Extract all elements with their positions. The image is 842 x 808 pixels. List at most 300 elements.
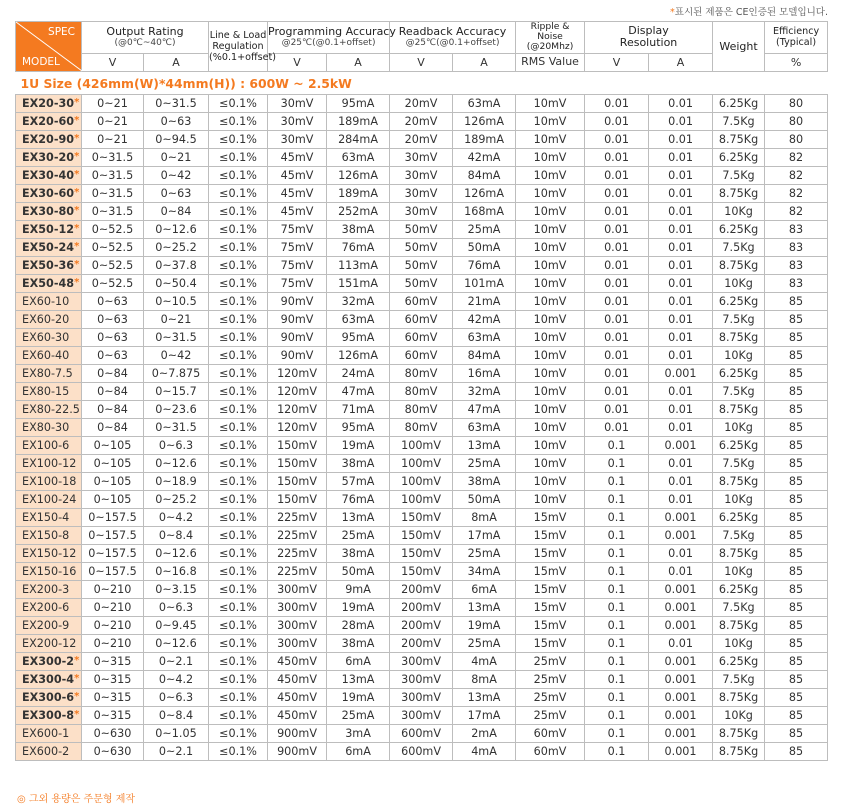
table-row: [16, 347, 828, 365]
prog-acc-current-cell: 57mA: [327, 473, 390, 491]
readback-voltage-cell: 300mV: [390, 707, 453, 725]
display-res-voltage-cell: 0.1: [585, 581, 649, 599]
display-res-voltage-cell: 0.01: [585, 275, 649, 293]
readback-current-cell: 47mA: [453, 401, 516, 419]
model-cell: [16, 113, 82, 131]
display-res-current-cell: 0.001: [649, 599, 713, 617]
weight-cell: 6.25Kg: [713, 509, 765, 527]
regulation-cell: ≤0.1%: [209, 653, 268, 671]
readback-voltage-cell: 600mV: [390, 743, 453, 761]
efficiency-cell: 85: [765, 671, 828, 689]
model-cell: [16, 383, 82, 401]
readback-voltage-cell: 50mV: [390, 239, 453, 257]
table-row: [16, 95, 828, 113]
output-voltage-cell: 0~84: [82, 401, 144, 419]
readback-current-cell: 34mA: [453, 563, 516, 581]
prog-acc-current-cell: 38mA: [327, 455, 390, 473]
display-res-current-cell: 0.01: [649, 95, 713, 113]
prog-acc-voltage-cell: 90mV: [268, 293, 327, 311]
prog-acc-voltage-cell: 120mV: [268, 419, 327, 437]
output-voltage-cell: 0~52.5: [82, 221, 144, 239]
efficiency-cell: 85: [765, 653, 828, 671]
output-voltage-cell: 0~52.5: [82, 239, 144, 257]
weight-cell: 10Kg: [713, 419, 765, 437]
table-row: [16, 563, 828, 581]
table-row: [16, 401, 828, 419]
prog-acc-voltage-cell: 300mV: [268, 617, 327, 635]
model-name: EX150-12: [22, 547, 77, 560]
display-res-voltage-cell: 0.01: [585, 365, 649, 383]
regulation-cell: ≤0.1%: [209, 293, 268, 311]
prog-acc-voltage-cell: 75mV: [268, 257, 327, 275]
ce-star: *: [74, 187, 80, 198]
custom-order-note: ◎ 그외 용량은 주문형 제작: [17, 794, 136, 805]
output-voltage-cell: 0~63: [82, 311, 144, 329]
readback-current-cell: 25mA: [453, 221, 516, 239]
prog-acc-current-cell: 113mA: [327, 257, 390, 275]
output-voltage-cell: 0~210: [82, 635, 144, 653]
display-res-current-cell: 0.01: [649, 167, 713, 185]
output-voltage-cell: 0~157.5: [82, 563, 144, 581]
output-voltage-cell: 0~315: [82, 653, 144, 671]
prog-acc-voltage-cell: 75mV: [268, 221, 327, 239]
prog-acc-voltage-cell: 300mV: [268, 635, 327, 653]
efficiency-cell: 85: [765, 545, 828, 563]
weight-cell: 8.75Kg: [713, 725, 765, 743]
weight-cell: 8.75Kg: [713, 617, 765, 635]
prog-acc-voltage-cell: 450mV: [268, 707, 327, 725]
prog-acc-current-cell: 76mA: [327, 239, 390, 257]
prog-acc-current-cell: 25mA: [327, 707, 390, 725]
display-res-current-cell: 0.01: [649, 131, 713, 149]
output-current-cell: 0~8.4: [144, 527, 209, 545]
model-cell: [16, 617, 82, 635]
ripple-noise-cell: 60mV: [516, 743, 585, 761]
prog-acc-voltage-cell: 450mV: [268, 689, 327, 707]
efficiency-cell: 85: [765, 635, 828, 653]
table-row: [16, 185, 828, 203]
display-res-current-cell: 0.001: [649, 707, 713, 725]
prog-acc-current-cell: 76mA: [327, 491, 390, 509]
prog-acc-voltage-cell: 30mV: [268, 95, 327, 113]
model-cell: [16, 221, 82, 239]
prog-acc-current-cell: 19mA: [327, 689, 390, 707]
table-row: [16, 725, 828, 743]
prog-acc-current-cell: 95mA: [327, 419, 390, 437]
ripple-noise-cell: 10mV: [516, 419, 585, 437]
display-res-voltage-cell: 0.1: [585, 743, 649, 761]
output-current-cell: 0~15.7: [144, 383, 209, 401]
prog-acc-current-cell: 189mA: [327, 113, 390, 131]
display-res-voltage-cell: 0.01: [585, 113, 649, 131]
display-res-voltage-cell: 0.01: [585, 149, 649, 167]
table-row: [16, 167, 828, 185]
regulation-cell: ≤0.1%: [209, 275, 268, 293]
model-cell: [16, 239, 82, 257]
output-voltage-cell: 0~63: [82, 293, 144, 311]
table-row: [16, 275, 828, 293]
readback-voltage-cell: 50mV: [390, 275, 453, 293]
efficiency-cell: 85: [765, 527, 828, 545]
table-row: [16, 203, 828, 221]
display-res-voltage-cell: 0.1: [585, 725, 649, 743]
readback-current-cell: 32mA: [453, 383, 516, 401]
model-cell: [16, 257, 82, 275]
ripple-noise-cell: 10mV: [516, 239, 585, 257]
ce-star: *: [74, 259, 80, 270]
regulation-cell: ≤0.1%: [209, 185, 268, 203]
prog-acc-voltage-cell: 150mV: [268, 437, 327, 455]
table-row: [16, 113, 828, 131]
output-current-cell: 0~12.6: [144, 455, 209, 473]
weight-cell: 7.5Kg: [713, 311, 765, 329]
output-current-cell: 0~21: [144, 311, 209, 329]
weight-cell: 10Kg: [713, 203, 765, 221]
model-name: EX200-6: [22, 601, 70, 614]
readback-voltage-cell: 100mV: [390, 455, 453, 473]
output-current-cell: 0~9.45: [144, 617, 209, 635]
prog-acc-current-cell: 19mA: [327, 437, 390, 455]
unit-v: V: [268, 53, 327, 71]
output-voltage-cell: 0~630: [82, 743, 144, 761]
table-row: [16, 707, 828, 725]
display-res-current-cell: 0.001: [649, 617, 713, 635]
model-cell: [16, 437, 82, 455]
output-voltage-cell: 0~21: [82, 95, 144, 113]
regulation-cell: ≤0.1%: [209, 131, 268, 149]
regulation-cell: ≤0.1%: [209, 491, 268, 509]
output-current-cell: 0~31.5: [144, 419, 209, 437]
efficiency-cell: 85: [765, 707, 828, 725]
weight-cell: 7.5Kg: [713, 527, 765, 545]
readback-voltage-cell: 150mV: [390, 509, 453, 527]
output-current-cell: 0~6.3: [144, 599, 209, 617]
readback-current-cell: 16mA: [453, 365, 516, 383]
readback-current-cell: 8mA: [453, 671, 516, 689]
table-row: [16, 131, 828, 149]
output-current-cell: 0~2.1: [144, 743, 209, 761]
efficiency-cell: 82: [765, 185, 828, 203]
readback-current-cell: 13mA: [453, 599, 516, 617]
efficiency-cell: 85: [765, 329, 828, 347]
weight-cell: 6.25Kg: [713, 437, 765, 455]
readback-voltage-cell: 150mV: [390, 563, 453, 581]
ce-star: *: [670, 7, 675, 18]
ce-note: [670, 4, 828, 18]
display-res-voltage-cell: 0.1: [585, 491, 649, 509]
display-res-voltage-cell: 0.1: [585, 689, 649, 707]
readback-voltage-cell: 100mV: [390, 491, 453, 509]
display-res-current-cell: 0.001: [649, 581, 713, 599]
ce-star: *: [74, 655, 80, 666]
display-res-current-cell: 0.01: [649, 473, 713, 491]
readback-current-cell: 63mA: [453, 329, 516, 347]
model-label: MODEL: [22, 56, 60, 68]
line-load-header: Line & Load Regulation (%0.1+offset): [209, 22, 268, 72]
efficiency-cell: 83: [765, 257, 828, 275]
prog-acc-voltage-cell: 450mV: [268, 653, 327, 671]
readback-current-cell: 101mA: [453, 275, 516, 293]
weight-cell: 8.75Kg: [713, 545, 765, 563]
display-res-voltage-cell: 0.1: [585, 599, 649, 617]
model-cell: [16, 185, 82, 203]
weight-cell: 8.75Kg: [713, 743, 765, 761]
model-name: EX300-4: [22, 673, 75, 686]
rms-value-label: RMS Value: [516, 53, 585, 71]
display-res-current-cell: 0.01: [649, 203, 713, 221]
display-res-current-cell: 0.01: [649, 257, 713, 275]
model-name: EX80-22.5: [22, 403, 80, 416]
table-row: [16, 383, 828, 401]
model-name: EX100-18: [22, 475, 77, 488]
display-res-voltage-cell: 0.01: [585, 347, 649, 365]
display-res-current-cell: 0.001: [649, 725, 713, 743]
output-voltage-cell: 0~210: [82, 617, 144, 635]
model-name: EX600-1: [22, 727, 70, 740]
table-row: [16, 257, 828, 275]
model-name: EX30-40: [22, 169, 75, 182]
prog-acc-current-cell: 6mA: [327, 743, 390, 761]
regulation-cell: ≤0.1%: [209, 221, 268, 239]
model-name: EX100-24: [22, 493, 77, 506]
model-cell: [16, 635, 82, 653]
display-res-voltage-cell: 0.01: [585, 203, 649, 221]
prog-acc-voltage-cell: 90mV: [268, 311, 327, 329]
model-name: EX80-7.5: [22, 367, 73, 380]
efficiency-cell: 85: [765, 455, 828, 473]
ripple-noise-cell: 10mV: [516, 149, 585, 167]
output-current-cell: 0~25.2: [144, 239, 209, 257]
model-name: EX60-40: [22, 349, 70, 362]
weight-cell: 6.25Kg: [713, 653, 765, 671]
model-cell: [16, 563, 82, 581]
efficiency-cell: 83: [765, 221, 828, 239]
model-cell: [16, 707, 82, 725]
prog-acc-current-cell: 3mA: [327, 725, 390, 743]
output-current-cell: 0~8.4: [144, 707, 209, 725]
readback-voltage-cell: 150mV: [390, 545, 453, 563]
weight-cell: 10Kg: [713, 707, 765, 725]
readback-voltage-cell: 80mV: [390, 365, 453, 383]
regulation-cell: ≤0.1%: [209, 455, 268, 473]
model-name: EX300-2: [22, 655, 75, 668]
prog-acc-voltage-cell: 225mV: [268, 527, 327, 545]
output-current-cell: 0~2.1: [144, 653, 209, 671]
ripple-noise-cell: 10mV: [516, 401, 585, 419]
prog-acc-voltage-cell: 45mV: [268, 203, 327, 221]
ripple-noise-cell: 25mV: [516, 707, 585, 725]
regulation-cell: ≤0.1%: [209, 95, 268, 113]
table-row: [16, 671, 828, 689]
ce-star: *: [74, 691, 80, 702]
efficiency-cell: 85: [765, 383, 828, 401]
ce-star: *: [74, 133, 80, 144]
readback-voltage-cell: 100mV: [390, 473, 453, 491]
ce-star: *: [74, 169, 80, 180]
model-name: EX30-80: [22, 205, 75, 218]
readback-voltage-cell: 200mV: [390, 599, 453, 617]
unit-v: V: [82, 53, 144, 71]
weight-cell: 10Kg: [713, 635, 765, 653]
output-current-cell: 0~18.9: [144, 473, 209, 491]
model-name: EX50-36: [22, 259, 75, 272]
output-voltage-cell: 0~31.5: [82, 149, 144, 167]
ripple-noise-cell: 10mV: [516, 131, 585, 149]
ripple-noise-cell: 10mV: [516, 365, 585, 383]
prog-acc-voltage-cell: 900mV: [268, 743, 327, 761]
prog-acc-voltage-cell: 300mV: [268, 599, 327, 617]
prog-acc-voltage-cell: 45mV: [268, 149, 327, 167]
model-cell: [16, 275, 82, 293]
output-current-cell: 0~84: [144, 203, 209, 221]
ce-star: *: [74, 673, 80, 684]
display-res-voltage-cell: 0.1: [585, 509, 649, 527]
display-res-current-cell: 0.001: [649, 437, 713, 455]
display-res-voltage-cell: 0.1: [585, 527, 649, 545]
efficiency-cell: 85: [765, 581, 828, 599]
weight-cell: 8.75Kg: [713, 257, 765, 275]
model-cell: [16, 419, 82, 437]
output-current-cell: 0~4.2: [144, 509, 209, 527]
unit-a: A: [649, 53, 713, 71]
ripple-noise-cell: 25mV: [516, 671, 585, 689]
efficiency-cell: 80: [765, 95, 828, 113]
readback-voltage-cell: 30mV: [390, 185, 453, 203]
display-res-voltage-cell: 0.1: [585, 617, 649, 635]
ripple-noise-cell: 10mV: [516, 311, 585, 329]
table-row: [16, 311, 828, 329]
ripple-noise-cell: 10mV: [516, 185, 585, 203]
display-res-voltage-cell: 0.1: [585, 563, 649, 581]
model-cell: [16, 365, 82, 383]
model-cell: [16, 401, 82, 419]
readback-voltage-cell: 200mV: [390, 617, 453, 635]
display-res-current-cell: 0.01: [649, 419, 713, 437]
readback-current-cell: 42mA: [453, 149, 516, 167]
output-voltage-cell: 0~52.5: [82, 275, 144, 293]
model-cell: [16, 671, 82, 689]
output-current-cell: 0~42: [144, 347, 209, 365]
table-row: [16, 365, 828, 383]
weight-cell: 6.25Kg: [713, 95, 765, 113]
display-res-voltage-cell: 0.01: [585, 95, 649, 113]
ripple-noise-cell: 10mV: [516, 221, 585, 239]
output-current-cell: 0~23.6: [144, 401, 209, 419]
ripple-noise-cell: 10mV: [516, 113, 585, 131]
readback-voltage-cell: 100mV: [390, 437, 453, 455]
display-res-voltage-cell: 0.01: [585, 257, 649, 275]
display-res-current-cell: 0.001: [649, 671, 713, 689]
weight-cell: 7.5Kg: [713, 383, 765, 401]
ce-star: *: [74, 241, 80, 252]
table-row: [16, 599, 828, 617]
readback-current-cell: 38mA: [453, 473, 516, 491]
model-name: EX30-60: [22, 187, 75, 200]
ripple-noise-cell: 60mV: [516, 725, 585, 743]
table-row: [16, 509, 828, 527]
weight-cell: 10Kg: [713, 491, 765, 509]
ripple-noise-cell: 15mV: [516, 635, 585, 653]
display-res-voltage-cell: 0.01: [585, 185, 649, 203]
display-res-current-cell: 0.01: [649, 185, 713, 203]
efficiency-cell: 85: [765, 725, 828, 743]
prog-acc-current-cell: 6mA: [327, 653, 390, 671]
ripple-noise-cell: 15mV: [516, 527, 585, 545]
regulation-cell: ≤0.1%: [209, 437, 268, 455]
model-cell: [16, 131, 82, 149]
readback-voltage-cell: 600mV: [390, 725, 453, 743]
display-res-current-cell: 0.01: [649, 545, 713, 563]
prog-acc-current-cell: 252mA: [327, 203, 390, 221]
regulation-cell: ≤0.1%: [209, 473, 268, 491]
readback-voltage-cell: 50mV: [390, 257, 453, 275]
model-cell: [16, 689, 82, 707]
prog-acc-voltage-cell: 300mV: [268, 581, 327, 599]
ripple-noise-cell: 10mV: [516, 473, 585, 491]
table-row: [16, 653, 828, 671]
efficiency-cell: 85: [765, 293, 828, 311]
output-current-cell: 0~42: [144, 167, 209, 185]
prog-acc-voltage-cell: 225mV: [268, 563, 327, 581]
display-res-voltage-cell: 0.01: [585, 383, 649, 401]
weight-cell: 8.75Kg: [713, 401, 765, 419]
table-row: [16, 149, 828, 167]
readback-voltage-cell: 20mV: [390, 131, 453, 149]
prog-acc-current-cell: 126mA: [327, 347, 390, 365]
prog-acc-voltage-cell: 90mV: [268, 329, 327, 347]
table-row: [16, 491, 828, 509]
readback-voltage-cell: 60mV: [390, 347, 453, 365]
display-res-current-cell: 0.001: [649, 689, 713, 707]
ce-note-text: 표시된 제품은 CE인증된 모델입니다.: [674, 7, 828, 18]
display-res-current-cell: 0.01: [649, 563, 713, 581]
prog-acc-current-cell: 9mA: [327, 581, 390, 599]
output-voltage-cell: 0~157.5: [82, 545, 144, 563]
regulation-cell: ≤0.1%: [209, 365, 268, 383]
ripple-noise-cell: 10mV: [516, 275, 585, 293]
readback-current-cell: 63mA: [453, 95, 516, 113]
output-voltage-cell: 0~105: [82, 455, 144, 473]
weight-cell: 6.25Kg: [713, 221, 765, 239]
regulation-cell: ≤0.1%: [209, 689, 268, 707]
prog-acc-current-cell: 38mA: [327, 635, 390, 653]
model-cell: [16, 527, 82, 545]
readback-voltage-cell: 300mV: [390, 653, 453, 671]
readback-voltage-cell: 300mV: [390, 671, 453, 689]
efficiency-cell: 85: [765, 347, 828, 365]
prog-acc-current-cell: 284mA: [327, 131, 390, 149]
model-name: EX100-6: [22, 439, 70, 452]
efficiency-cell: 83: [765, 239, 828, 257]
ripple-noise-cell: 10mV: [516, 455, 585, 473]
weight-cell: 10Kg: [713, 275, 765, 293]
regulation-cell: ≤0.1%: [209, 329, 268, 347]
ripple-noise-cell: 15mV: [516, 545, 585, 563]
model-cell: [16, 581, 82, 599]
display-res-current-cell: 0.001: [649, 653, 713, 671]
output-voltage-cell: 0~84: [82, 419, 144, 437]
readback-current-cell: 19mA: [453, 617, 516, 635]
ripple-noise-cell: 10mV: [516, 95, 585, 113]
programming-accuracy-header: Programming Accuracy @25℃(@0.1+offset): [268, 22, 390, 54]
weight-cell: 7.5Kg: [713, 239, 765, 257]
model-name: EX50-12: [22, 223, 75, 236]
prog-acc-current-cell: 95mA: [327, 95, 390, 113]
readback-voltage-cell: 60mV: [390, 293, 453, 311]
unit-a: A: [327, 53, 390, 71]
weight-cell: 7.5Kg: [713, 167, 765, 185]
output-current-cell: 0~21: [144, 149, 209, 167]
